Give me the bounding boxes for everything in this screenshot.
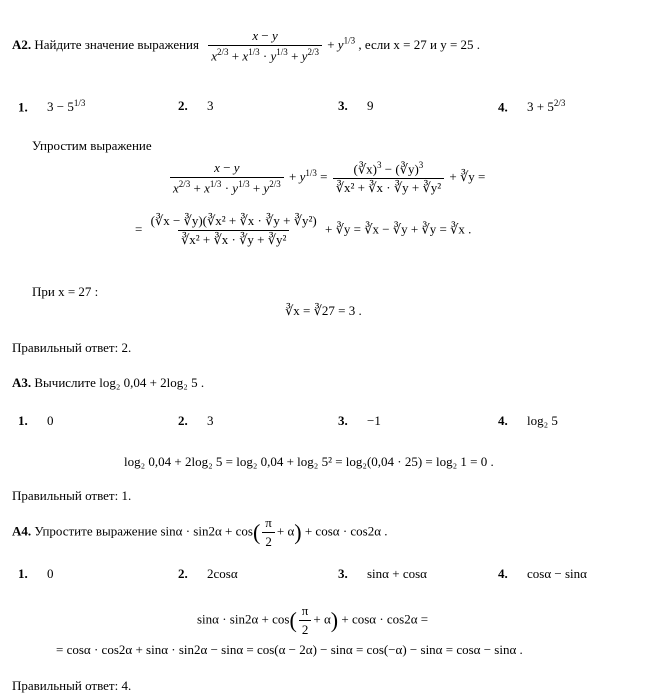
a4-solution-line1: sinα · sin2α + cos( $\frac{\pi}{2}$ + α) + cosα · cos2α =	[197, 603, 429, 637]
a3-prompt: Вычислите log₂ 0,04 + 2log₂ 5 .	[34, 375, 205, 390]
a2-prompt: Найдите значение выражения	[34, 37, 199, 53]
a4-question: A4. Упростите выражение sinα · sin2α + cos( $\frac{\pi}{2}$ + α) + cosα · cos2α .	[12, 515, 388, 549]
a4-answer: Правильный ответ: 4.	[12, 678, 132, 693]
a4-heading: A4.	[12, 523, 32, 539]
a2-when-label: При x = 27 :	[32, 284, 99, 299]
a2-eval: ∛x = ∛27 = 3 .	[285, 303, 362, 318]
a3-answer: Правильный ответ: 1.	[12, 488, 132, 503]
a2-solution-line2: = $\frac{\text{(∛x − ∛y)(∛x² + ∛x · ∛y + ∛y²)}}{\text{∛x² + ∛x · ∛y + ∛y²}}$ + ∛y = ∛x − ∛y + ∛y = ∛x .	[135, 213, 472, 247]
a2-option-3[interactable]: 3. 9	[338, 98, 374, 113]
a2-question: A2. Найдите значение выражения $\frac{x - y}{x^{2/3} + x^{1/3} \cdot y^{1/3} + y^{2/3}}$ + $y^{1/3}$ , если x = 27 и y = 25 .	[12, 28, 481, 64]
a3-question	[12, 375, 204, 391]
a4-option-3[interactable]: 3. sinα + cosα	[338, 566, 427, 581]
a3-option-3[interactable]: 3. −1	[338, 413, 381, 428]
a2-answer: Правильный ответ: 2.	[12, 340, 132, 355]
a3-solution: log₂ 0,04 + 2log₂ 5 = log₂ 0,04 + log₂ 5² = log₂(0,04 · 25) = log₂ 1 = 0 .	[124, 454, 494, 469]
a2-option-4[interactable]: 4. $3 + 5^{2/3}$	[498, 98, 566, 115]
a4-solution-line2: = cosα · cos2α + sinα · sin2α − sinα = cos(α − 2α) − sinα = cos(−α) − sinα = cosα − sinα .	[56, 642, 523, 657]
a2-heading: A2.	[12, 37, 32, 53]
a3-option-4[interactable]: 4. log₂ 5	[498, 413, 558, 428]
a2-option-1[interactable]: 1. $3 - 5^{1/3}$	[18, 98, 86, 115]
a2-fraction: $\frac{x - y}{x^{2/3} + x^{1/3} \cdot y^{1/3} + y^{2/3}}$	[208, 28, 322, 64]
a4-prompt-tail: + cosα · cos2α .	[304, 523, 388, 539]
a4-option-4[interactable]: 4. cosα − sinα	[498, 566, 587, 581]
a3-option-1[interactable]: 1. 0	[18, 413, 54, 428]
a3-heading: A3.	[12, 375, 32, 390]
a2-solution-line1: $\frac{x - y}{x^{2/3} + x^{1/3} \cdot y^{1/3} + y^{2/3}}$ + $y^{1/3}$ = $\frac{(∛x)^3 - (∛y)^3}{\text{∛x² + ∛x · ∛y + ∛y²}}$ + ∛y =	[168, 160, 485, 196]
a4-option-2[interactable]: 2. 2cosα	[178, 566, 238, 581]
a2-option-2[interactable]: 2. 3	[178, 98, 214, 113]
a4-prompt: Упростите выражение sinα · sin2α + cos	[34, 523, 253, 539]
a2-simplify-label: Упростим выражение	[32, 138, 152, 153]
a2-condition: , если x = 27 и y = 25 .	[358, 37, 481, 53]
a3-option-2[interactable]: 2. 3	[178, 413, 214, 428]
a4-option-1[interactable]: 1. 0	[18, 566, 54, 581]
